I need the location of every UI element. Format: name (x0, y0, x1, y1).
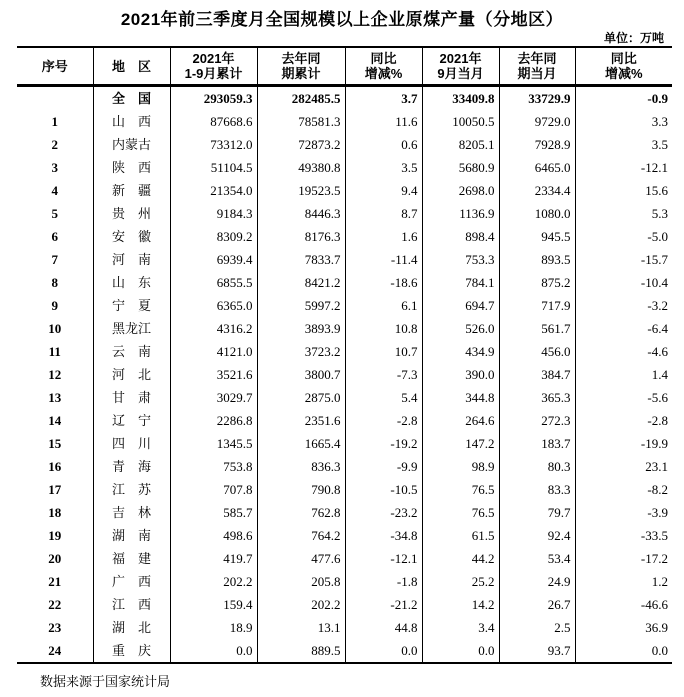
month-prev-year-cell: 1080.0 (499, 202, 575, 225)
month-prev-year-cell: 2334.4 (499, 179, 575, 202)
month-2021-cell: 2698.0 (422, 179, 499, 202)
month-prev-year-cell: 272.3 (499, 409, 575, 432)
yoy-ytd-cell: 6.1 (345, 294, 422, 317)
ytd-prev-year-cell: 5997.2 (257, 294, 345, 317)
region-name-cell: 新 疆 (93, 179, 170, 202)
region-name-cell: 云 南 (93, 340, 170, 363)
month-2021-cell: 76.5 (422, 501, 499, 524)
serial-number-cell: 16 (48, 459, 62, 474)
yoy-ytd-cell: 3.5 (345, 156, 422, 179)
table-row (17, 570, 672, 593)
month-prev-year-cell: 53.4 (499, 547, 575, 570)
serial-number-cell: 20 (48, 551, 62, 566)
month-prev-year-cell: 9729.0 (499, 110, 575, 133)
ytd-2021-cell: 3029.7 (170, 386, 257, 409)
ytd-2021-cell: 707.8 (170, 478, 257, 501)
table-row (17, 110, 672, 133)
table-row (17, 248, 672, 271)
serial-number-cell: 17 (48, 482, 62, 497)
month-prev-year-cell: 93.7 (499, 639, 575, 663)
ytd-2021-cell: 0.0 (170, 639, 257, 663)
table-row (17, 156, 672, 179)
region-name-cell: 江 西 (93, 593, 170, 616)
yoy-ytd-cell: 3.7 (345, 86, 422, 111)
month-2021-cell: 147.2 (422, 432, 499, 455)
region-name-cell: 福 建 (93, 547, 170, 570)
ytd-2021-cell: 73312.0 (170, 133, 257, 156)
yoy-ytd-cell: 44.8 (345, 616, 422, 639)
month-prev-year-cell: 83.3 (499, 478, 575, 501)
serial-number-cell: 3 (51, 160, 58, 175)
month-prev-year-cell: 92.4 (499, 524, 575, 547)
table-row (17, 455, 672, 478)
yoy-ytd-cell: -23.2 (345, 501, 422, 524)
ytd-prev-year-cell: 202.2 (257, 593, 345, 616)
month-2021-cell: 434.9 (422, 340, 499, 363)
yoy-month-cell: -8.2 (575, 478, 672, 501)
yoy-month-cell: 3.3 (575, 110, 672, 133)
region-name-cell: 甘 肃 (93, 386, 170, 409)
month-prev-year-cell: 456.0 (499, 340, 575, 363)
yoy-ytd-cell: 11.6 (345, 110, 422, 133)
header-prev-year-month: 去年同 期当月 (499, 47, 575, 86)
region-name-cell: 湖 北 (93, 616, 170, 639)
month-prev-year-cell: 717.9 (499, 294, 575, 317)
region-name-cell: 山 东 (93, 271, 170, 294)
yoy-ytd-cell: 8.7 (345, 202, 422, 225)
yoy-ytd-cell: -19.2 (345, 432, 422, 455)
yoy-month-cell: -2.8 (575, 409, 672, 432)
ytd-2021-cell: 4316.2 (170, 317, 257, 340)
month-2021-cell: 390.0 (422, 363, 499, 386)
table-row (17, 86, 672, 111)
month-2021-cell: 344.8 (422, 386, 499, 409)
ytd-2021-cell: 498.6 (170, 524, 257, 547)
month-prev-year-cell: 6465.0 (499, 156, 575, 179)
region-name-cell: 广 西 (93, 570, 170, 593)
yoy-month-cell: -15.7 (575, 248, 672, 271)
serial-number-cell: 6 (51, 229, 58, 244)
ytd-2021-cell: 51104.5 (170, 156, 257, 179)
month-prev-year-cell: 7928.9 (499, 133, 575, 156)
month-2021-cell: 10050.5 (422, 110, 499, 133)
yoy-ytd-cell: 5.4 (345, 386, 422, 409)
yoy-month-cell: -19.9 (575, 432, 672, 455)
table-row (17, 409, 672, 432)
header-region: 地 区 (93, 47, 170, 86)
serial-number-cell: 12 (48, 367, 62, 382)
ytd-2021-cell: 6939.4 (170, 248, 257, 271)
ytd-prev-year-cell: 205.8 (257, 570, 345, 593)
yoy-ytd-cell: -7.3 (345, 363, 422, 386)
yoy-ytd-cell: 0.6 (345, 133, 422, 156)
ytd-prev-year-cell: 836.3 (257, 455, 345, 478)
yoy-ytd-cell: -34.8 (345, 524, 422, 547)
table-row (17, 524, 672, 547)
ytd-prev-year-cell: 3723.2 (257, 340, 345, 363)
yoy-ytd-cell: -1.8 (345, 570, 422, 593)
page-title: 2021年前三季度月全国规模以上企业原煤产量（分地区） (120, 10, 564, 29)
ytd-prev-year-cell: 8446.3 (257, 202, 345, 225)
region-name-cell: 全 国 (93, 86, 170, 111)
header-yoy-ytd: 同比 增减% (345, 47, 422, 86)
ytd-prev-year-cell: 72873.2 (257, 133, 345, 156)
serial-number-cell: 24 (48, 643, 62, 658)
serial-number-cell: 22 (48, 597, 62, 612)
ytd-prev-year-cell: 1665.4 (257, 432, 345, 455)
table-row (17, 432, 672, 455)
table-row (17, 478, 672, 501)
table-row (17, 501, 672, 524)
ytd-2021-cell: 202.2 (170, 570, 257, 593)
month-2021-cell: 5680.9 (422, 156, 499, 179)
ytd-prev-year-cell: 2875.0 (257, 386, 345, 409)
month-2021-cell: 14.2 (422, 593, 499, 616)
header-prev-year-ytd: 去年同 期累计 (257, 47, 345, 86)
ytd-prev-year-cell: 2351.6 (257, 409, 345, 432)
serial-number-cell (17, 86, 93, 111)
ytd-prev-year-cell: 3893.9 (257, 317, 345, 340)
yoy-month-cell: 3.5 (575, 133, 672, 156)
ytd-2021-cell: 9184.3 (170, 202, 257, 225)
month-2021-cell: 0.0 (422, 639, 499, 663)
yoy-ytd-cell: -12.1 (345, 547, 422, 570)
table-row (17, 547, 672, 570)
yoy-month-cell: -33.5 (575, 524, 672, 547)
region-name-cell: 辽 宁 (93, 409, 170, 432)
region-name-cell: 河 北 (93, 363, 170, 386)
month-prev-year-cell: 79.7 (499, 501, 575, 524)
month-2021-cell: 61.5 (422, 524, 499, 547)
month-prev-year-cell: 384.7 (499, 363, 575, 386)
yoy-month-cell: -4.6 (575, 340, 672, 363)
ytd-prev-year-cell: 889.5 (257, 639, 345, 663)
ytd-prev-year-cell: 762.8 (257, 501, 345, 524)
ytd-2021-cell: 2286.8 (170, 409, 257, 432)
month-2021-cell: 33409.8 (422, 86, 499, 111)
region-name-cell: 四 川 (93, 432, 170, 455)
table-row (17, 294, 672, 317)
table-body (17, 86, 672, 664)
table-row (17, 133, 672, 156)
ytd-prev-year-cell: 78581.3 (257, 110, 345, 133)
month-2021-cell: 8205.1 (422, 133, 499, 156)
ytd-prev-year-cell: 764.2 (257, 524, 345, 547)
month-prev-year-cell: 561.7 (499, 317, 575, 340)
ytd-2021-cell: 8309.2 (170, 225, 257, 248)
month-2021-cell: 1136.9 (422, 202, 499, 225)
serial-number-cell: 21 (48, 574, 62, 589)
region-name-cell: 重 庆 (93, 639, 170, 663)
serial-number-cell: 5 (51, 206, 58, 221)
header-row (17, 47, 672, 86)
region-name-cell: 湖 南 (93, 524, 170, 547)
region-name-cell: 宁 夏 (93, 294, 170, 317)
region-name-cell: 江 苏 (93, 478, 170, 501)
ytd-2021-cell: 87668.6 (170, 110, 257, 133)
yoy-month-cell: 36.9 (575, 616, 672, 639)
serial-number-cell: 15 (48, 436, 62, 451)
ytd-prev-year-cell: 13.1 (257, 616, 345, 639)
header-serial-number: 序号 (17, 47, 93, 86)
header-2021-month: 2021年 9月当月 (422, 47, 499, 86)
yoy-month-cell: -5.0 (575, 225, 672, 248)
serial-number-cell: 2 (51, 137, 58, 152)
month-prev-year-cell: 183.7 (499, 432, 575, 455)
region-name-cell: 内蒙古 (93, 133, 170, 156)
yoy-month-cell: -17.2 (575, 547, 672, 570)
table-row (17, 202, 672, 225)
serial-number-cell: 7 (51, 252, 58, 267)
yoy-ytd-cell: -10.5 (345, 478, 422, 501)
serial-number-cell: 23 (48, 620, 62, 635)
month-2021-cell: 3.4 (422, 616, 499, 639)
ytd-prev-year-cell: 49380.8 (257, 156, 345, 179)
month-2021-cell: 98.9 (422, 455, 499, 478)
ytd-2021-cell: 3521.6 (170, 363, 257, 386)
ytd-2021-cell: 4121.0 (170, 340, 257, 363)
month-prev-year-cell: 893.5 (499, 248, 575, 271)
yoy-month-cell: 1.2 (575, 570, 672, 593)
data-source-note: 数据来源于国家统计局 (40, 674, 171, 689)
header-2021-ytd: 2021年 1-9月累计 (170, 47, 257, 86)
ytd-2021-cell: 159.4 (170, 593, 257, 616)
month-prev-year-cell: 2.5 (499, 616, 575, 639)
table-row (17, 179, 672, 202)
yoy-month-cell: -10.4 (575, 271, 672, 294)
ytd-prev-year-cell: 282485.5 (257, 86, 345, 111)
yoy-ytd-cell: -18.6 (345, 271, 422, 294)
month-2021-cell: 76.5 (422, 478, 499, 501)
table-row (17, 386, 672, 409)
month-2021-cell: 898.4 (422, 225, 499, 248)
yoy-month-cell: -6.4 (575, 317, 672, 340)
month-prev-year-cell: 365.3 (499, 386, 575, 409)
yoy-ytd-cell: -21.2 (345, 593, 422, 616)
yoy-ytd-cell: 1.6 (345, 225, 422, 248)
table-row (17, 317, 672, 340)
region-name-cell: 吉 林 (93, 501, 170, 524)
ytd-prev-year-cell: 8421.2 (257, 271, 345, 294)
region-name-cell: 青 海 (93, 455, 170, 478)
ytd-prev-year-cell: 19523.5 (257, 179, 345, 202)
region-name-cell: 黑龙江 (93, 317, 170, 340)
month-prev-year-cell: 33729.9 (499, 86, 575, 111)
table-row (17, 639, 672, 663)
ytd-2021-cell: 753.8 (170, 455, 257, 478)
table-row (17, 340, 672, 363)
yoy-ytd-cell: 9.4 (345, 179, 422, 202)
ytd-2021-cell: 419.7 (170, 547, 257, 570)
ytd-2021-cell: 1345.5 (170, 432, 257, 455)
table-row (17, 616, 672, 639)
serial-number-cell: 8 (51, 275, 58, 290)
yoy-ytd-cell: -2.8 (345, 409, 422, 432)
month-2021-cell: 694.7 (422, 294, 499, 317)
yoy-ytd-cell: 10.8 (345, 317, 422, 340)
region-name-cell: 陕 西 (93, 156, 170, 179)
month-2021-cell: 526.0 (422, 317, 499, 340)
ytd-prev-year-cell: 790.8 (257, 478, 345, 501)
ytd-prev-year-cell: 7833.7 (257, 248, 345, 271)
serial-number-cell: 1 (51, 114, 58, 129)
unit-label: 单位：万吨 (603, 31, 664, 45)
ytd-prev-year-cell: 3800.7 (257, 363, 345, 386)
month-2021-cell: 753.3 (422, 248, 499, 271)
yoy-ytd-cell: 0.0 (345, 639, 422, 663)
month-prev-year-cell: 80.3 (499, 455, 575, 478)
serial-number-cell: 13 (48, 390, 62, 405)
header-yoy-month: 同比 增减% (575, 47, 672, 86)
month-2021-cell: 784.1 (422, 271, 499, 294)
month-2021-cell: 44.2 (422, 547, 499, 570)
region-name-cell: 贵 州 (93, 202, 170, 225)
yoy-ytd-cell: 10.7 (345, 340, 422, 363)
month-2021-cell: 25.2 (422, 570, 499, 593)
yoy-month-cell: -46.6 (575, 593, 672, 616)
ytd-2021-cell: 6855.5 (170, 271, 257, 294)
table-row (17, 593, 672, 616)
yoy-month-cell: 1.4 (575, 363, 672, 386)
yoy-ytd-cell: -9.9 (345, 455, 422, 478)
yoy-month-cell: 23.1 (575, 455, 672, 478)
region-name-cell: 安 徽 (93, 225, 170, 248)
month-prev-year-cell: 26.7 (499, 593, 575, 616)
serial-number-cell: 9 (51, 298, 58, 313)
table-row (17, 271, 672, 294)
yoy-month-cell: -12.1 (575, 156, 672, 179)
month-2021-cell: 264.6 (422, 409, 499, 432)
ytd-2021-cell: 21354.0 (170, 179, 257, 202)
month-prev-year-cell: 24.9 (499, 570, 575, 593)
yoy-month-cell: -0.9 (575, 86, 672, 111)
ytd-2021-cell: 585.7 (170, 501, 257, 524)
ytd-2021-cell: 293059.3 (170, 86, 257, 111)
serial-number-cell: 11 (48, 344, 61, 359)
yoy-ytd-cell: -11.4 (345, 248, 422, 271)
yoy-month-cell: -5.6 (575, 386, 672, 409)
table-row (17, 363, 672, 386)
ytd-prev-year-cell: 8176.3 (257, 225, 345, 248)
ytd-2021-cell: 6365.0 (170, 294, 257, 317)
yoy-month-cell: 15.6 (575, 179, 672, 202)
region-name-cell: 山 西 (93, 110, 170, 133)
serial-number-cell: 10 (48, 321, 62, 336)
serial-number-cell: 19 (48, 528, 62, 543)
table-header (17, 47, 672, 86)
yoy-month-cell: 0.0 (575, 639, 672, 663)
serial-number-cell: 14 (48, 413, 62, 428)
month-prev-year-cell: 875.2 (499, 271, 575, 294)
yoy-month-cell: -3.2 (575, 294, 672, 317)
month-prev-year-cell: 945.5 (499, 225, 575, 248)
yoy-month-cell: -3.9 (575, 501, 672, 524)
region-name-cell: 河 南 (93, 248, 170, 271)
serial-number-cell: 18 (48, 505, 62, 520)
ytd-prev-year-cell: 477.6 (257, 547, 345, 570)
table-row (17, 225, 672, 248)
coal-production-table (17, 46, 672, 664)
ytd-2021-cell: 18.9 (170, 616, 257, 639)
serial-number-cell: 4 (51, 183, 58, 198)
yoy-month-cell: 5.3 (575, 202, 672, 225)
